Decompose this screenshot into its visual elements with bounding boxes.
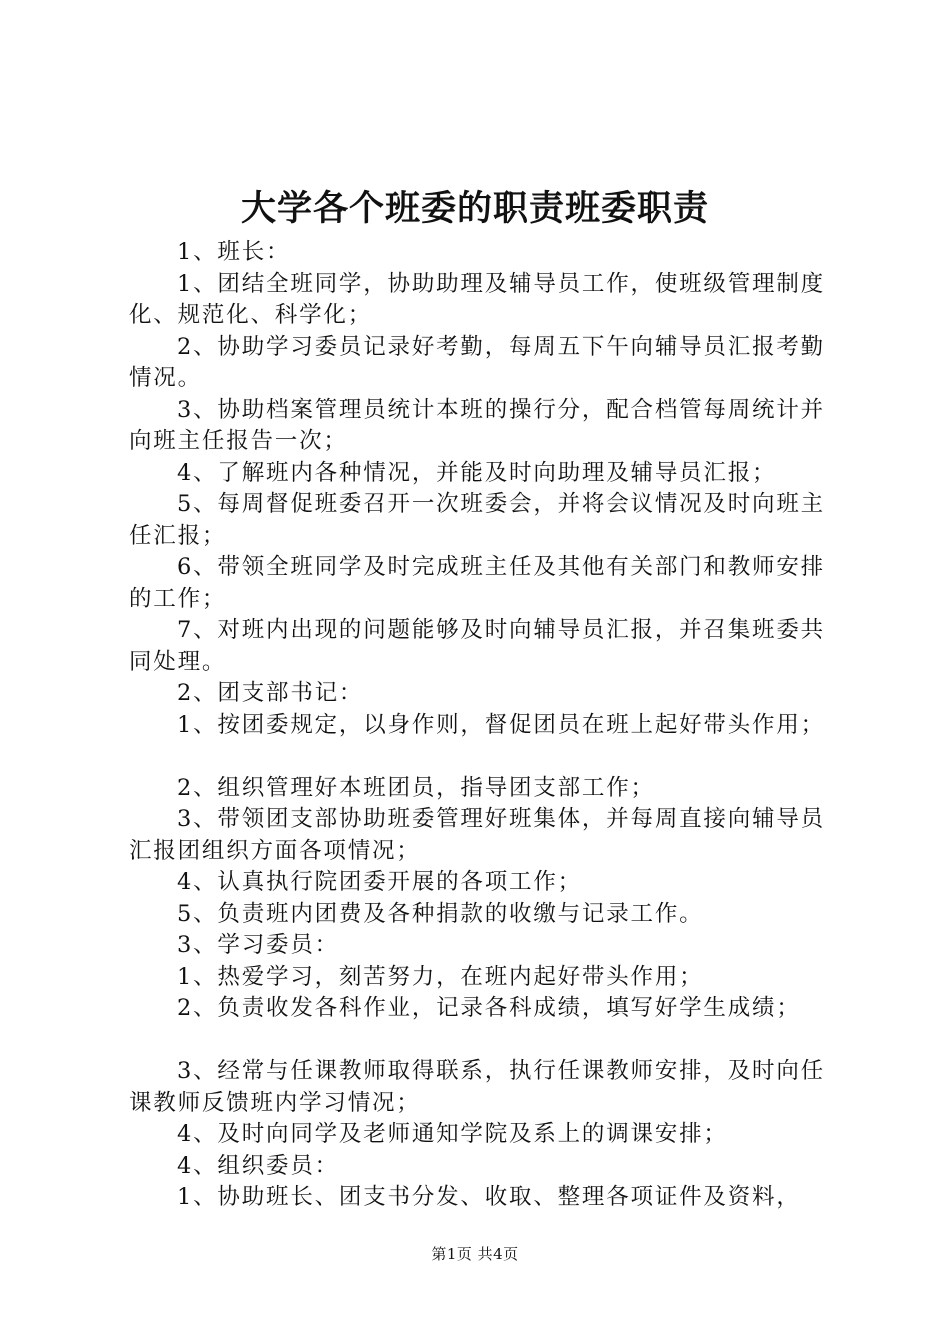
section-heading: 1、班长： [177,239,291,265]
document-title: 大学各个班委的职责班委职责 [240,188,709,229]
paragraph: 1、热爱学习，刻苦努力，在班内起好带头作用； [177,963,704,990]
paragraph: 2、负责收发各科作业，记录各科成绩，填写好学生成绩； [177,995,801,1021]
paragraph: 3、协助档案管理员统计本班的操行分，配合档管每周统计并向班主任报告一次； [129,396,825,454]
paragraph: 4、及时向同学及老师通知学院及系上的调课安排； [177,1121,728,1147]
paragraph: 2、组织管理好本班团员，指导团支部工作； [177,774,655,801]
paragraph: 5、负责班内团费及各种捐款的收缴与记录工作。 [177,900,704,927]
paragraph: 1、协助班长、团支书分发、收取、整理各项证件及资料， [177,1184,801,1210]
paragraph: 2、协助学习委员记录好考勤，每周五下午向辅导员汇报考勤情况。 [129,333,825,391]
paragraph: 7、对班内出现的问题能够及时向辅导员汇报，并召集班委共同处理。 [129,617,825,675]
section-heading: 2、团支部书记： [177,680,364,706]
paragraph: 4、认真执行院团委开展的各项工作； [177,869,582,895]
paragraph: 3、经常与任课教师取得联系，执行任课教师安排，及时向任课教师反馈班内学习情况； [129,1058,825,1116]
section-heading: 3、学习委员： [177,932,339,958]
paragraph: 1、团结全班同学，协助助理及辅导员工作，使班级管理制度化、规范化、科学化； [129,270,825,328]
paragraph: 3、带领团支部协助班委管理好班集体，并每周直接向辅导员汇报团组织方面各项情况； [129,806,825,864]
paragraph: 6、带领全班同学及时完成班主任及其他有关部门和教师安排的工作； [129,554,825,612]
paragraph: 5、每周督促班委召开一次班委会，并将会议情况及时向班主任汇报； [129,491,825,549]
page-number-footer: 第1页 共4页 [431,1245,519,1263]
paragraph: 4、了解班内各种情况，并能及时向助理及辅导员汇报； [177,459,777,486]
paragraph: 1、按团委规定，以身作则，督促团员在班上起好带头作用； [177,711,825,738]
section-heading: 4、组织委员： [177,1152,339,1179]
document-body [129,237,834,1214]
